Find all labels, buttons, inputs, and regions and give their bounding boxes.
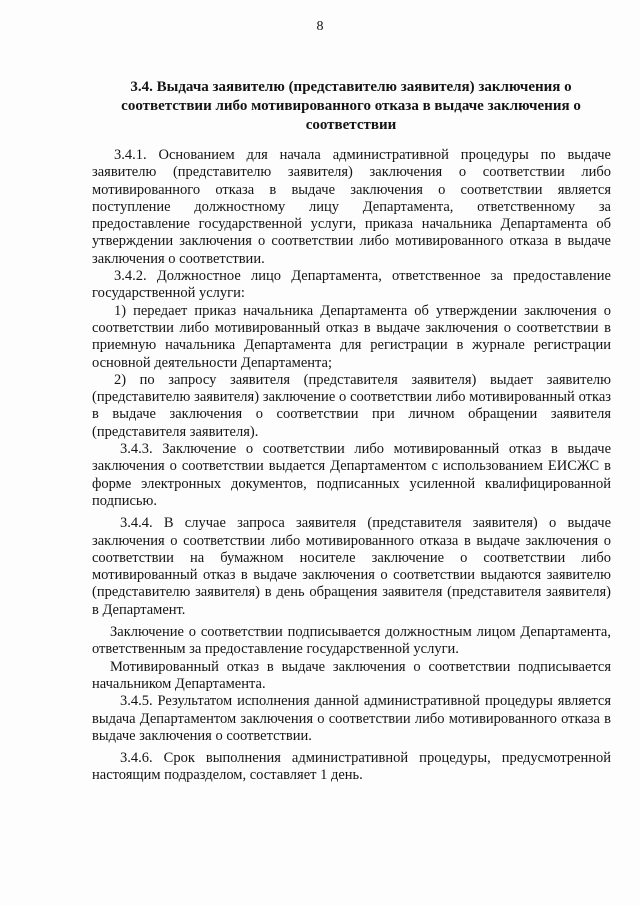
section-body bbox=[92, 147, 611, 785]
section-heading: 3.4. Выдача заявителю (представителю заявителя) заключения о соответствии либо мотивированного отказа в выдаче заключения о соответствии bbox=[121, 79, 581, 133]
paragraph-3-4-6: 3.4.6. Срок выполнения административной процедуры, предусмотренной настоящим подразделом, составляет 1 день. bbox=[92, 750, 611, 784]
paragraph-item-1: 1) передает приказ начальника Департамента об утверждении заключения о соответствии либо мотивированный отказ в выдаче заключения о соответствии в приемную начальника Департамента для регистрации в журнале регистрации основной деятельности Департамента; bbox=[92, 302, 611, 371]
page-number: 8 bbox=[316, 19, 324, 34]
paragraph-signing-conclusion: Заключение о соответствии подписывается должностным лицом Департамента, ответственным за предоставление государственной услуги. bbox=[92, 624, 611, 658]
paragraph-3-4-1: 3.4.1. Основанием для начала административной процедуры по выдаче заявителю (представителю заявителя) заключения о соответствии либо мотивированного отказа в выдаче заключения о соответствии является поступление должностному лицу Департамента, ответственному за предоставление государственной услуги, приказа начальника Департамента об утверждении заключения о соответствии либо мотивированного отказа в выдаче заключения о соответствии. bbox=[92, 147, 611, 267]
paragraph-3-4-5: 3.4.5. Результатом исполнения данной административной процедуры является выдача Департаментом заключения о соответствии либо мотивированного отказа в выдаче заключения о соответствии. bbox=[92, 693, 611, 744]
paragraph-item-2: 2) по запросу заявителя (представителя заявителя) выдает заявителю (представителю заявителя) заключение о соответствии либо мотивированный отказ в выдаче заключения о соответствии при личном обращении заявителя (представителя заявителя). bbox=[92, 371, 611, 440]
paragraph-3-4-4: 3.4.4. В случае запроса заявителя (представителя заявителя) о выдаче заключения о соответствии либо мотивированного отказа в выдаче заключения о соответствии на бумажном носителе заключение о соответствии либо мотивированный отказ в выдаче заключения о соответствии выдаются заявителю (представителю заявителя) в день обращения заявителя (представителя заявителя) в Департамент. bbox=[92, 515, 611, 618]
paragraph-3-4-3: 3.4.3. Заключение о соответствии либо мотивированный отказ в выдаче заключения о соответствии выдается Департаментом с использованием ЕИСЖС в форме электронных документов, подписанных усиленной квалифицированной подписью. bbox=[92, 441, 611, 509]
paragraph-3-4-2: 3.4.2. Должностное лицо Департамента, ответственное за предоставление государственной услуги: bbox=[92, 268, 611, 302]
paragraph-signing-refusal: Мотивированный отказ в выдаче заключения о соответствии подписывается начальником Департамента. bbox=[92, 658, 611, 692]
